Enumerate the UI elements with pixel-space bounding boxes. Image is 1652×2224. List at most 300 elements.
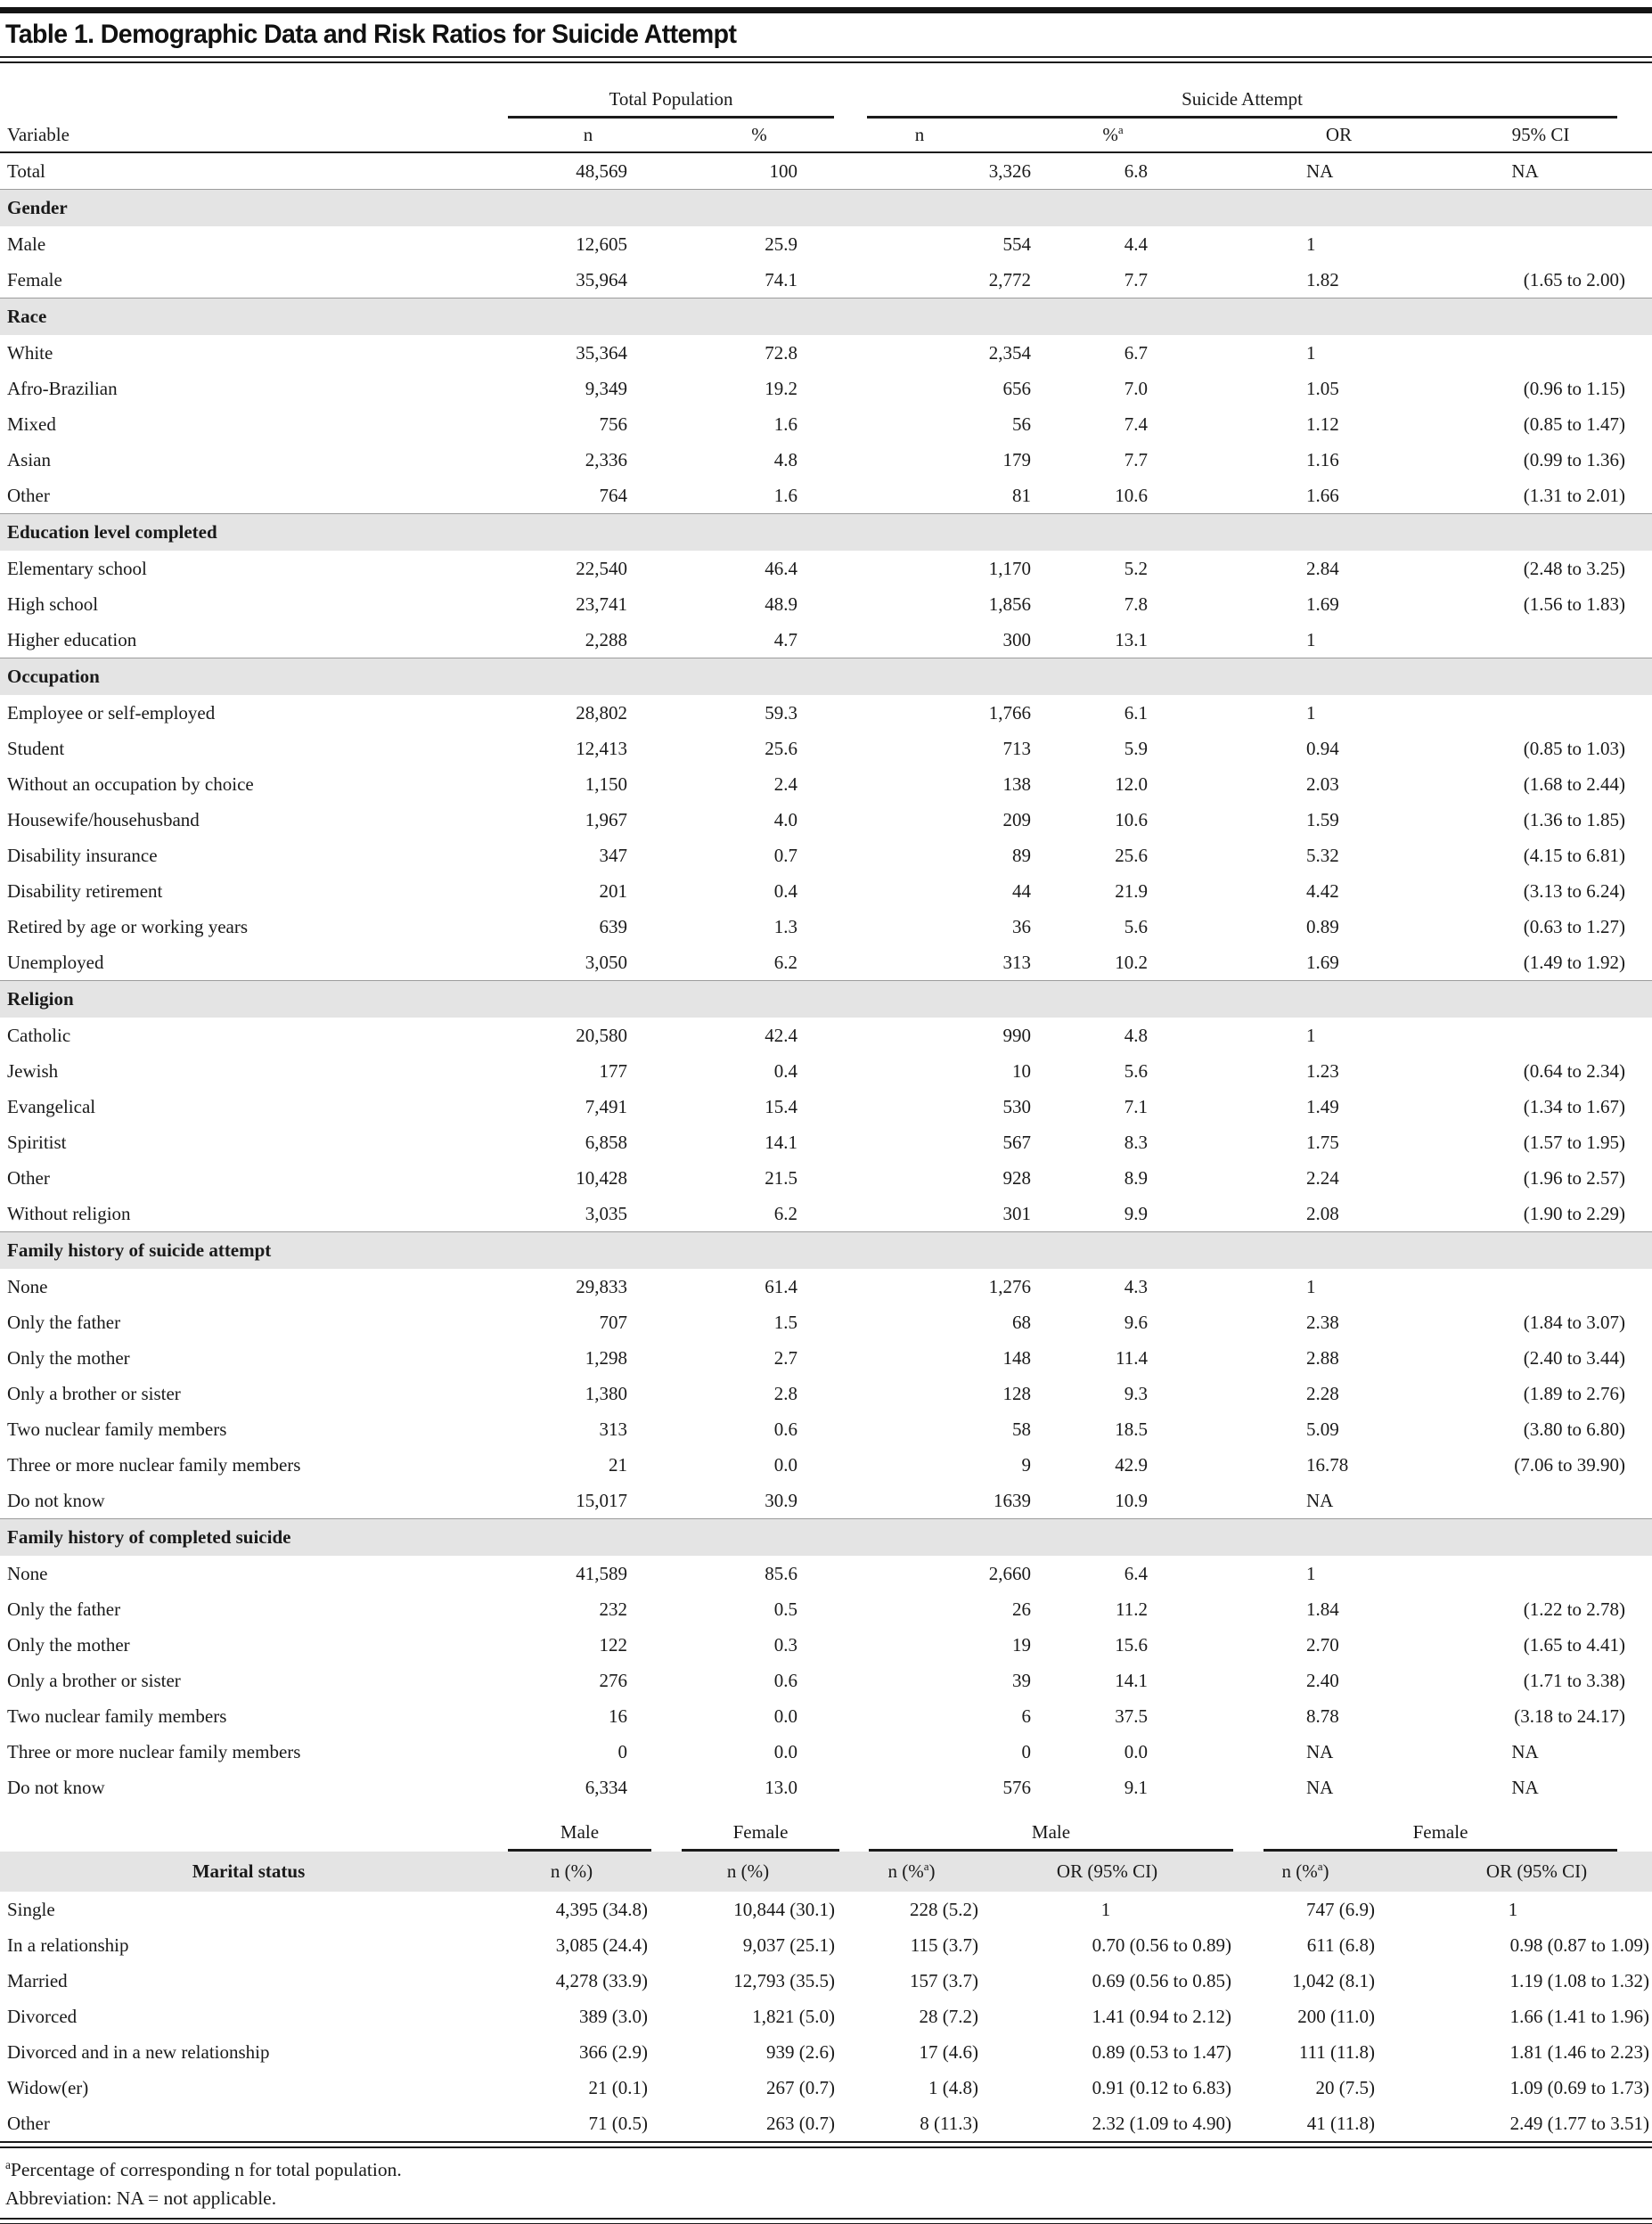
sex-group-header <box>1234 1805 1652 1852</box>
value-cell: 8 (11.3) <box>920 2112 978 2134</box>
value-cell: 58 <box>1012 1418 1032 1440</box>
value-cell: 13.0 <box>765 1776 798 1798</box>
table-row <box>0 2070 1652 2105</box>
sex-group-label: Male <box>869 1821 1233 1852</box>
variable-cell: Total <box>7 159 45 182</box>
variable-cell: Disability retirement <box>7 879 163 902</box>
variable-cell: Three or more nuclear family members <box>7 1453 301 1476</box>
variable-cell: In a relationship <box>7 1934 129 1956</box>
value-cell: (0.85 to 1.03) <box>1523 737 1626 759</box>
value-cell: 37.5 <box>1115 1705 1149 1727</box>
column-group-header <box>838 63 1652 119</box>
value-cell: 1.81 (1.46 to 2.23) <box>1509 2040 1649 2063</box>
value-cell: 28 (7.2) <box>919 2005 978 2027</box>
value-cell: 639 <box>599 915 627 937</box>
value-cell: 1.5 <box>773 1311 798 1333</box>
value-cell: 10.6 <box>1115 484 1149 506</box>
value-cell: 3,085 (24.4) <box>555 1934 648 1956</box>
variable-cell: Only the mother <box>7 1633 130 1656</box>
value-cell: 42.9 <box>1115 1453 1149 1476</box>
section-header-row <box>0 981 1652 1018</box>
spanner-spacer <box>0 63 490 119</box>
value-cell: 1.75 <box>1306 1131 1339 1153</box>
value-cell: 42.4 <box>765 1024 798 1046</box>
value-cell: 1.09 (0.69 to 1.73) <box>1509 2076 1649 2098</box>
value-cell: 201 <box>599 879 627 902</box>
value-cell: (1.34 to 1.67) <box>1523 1095 1626 1117</box>
value-cell: 39 <box>1012 1669 1032 1691</box>
value-cell: 1.12 <box>1306 413 1339 435</box>
value-cell: 1 <box>1306 341 1316 364</box>
value-cell: 554 <box>1002 233 1032 255</box>
value-cell: 14.1 <box>1115 1669 1149 1691</box>
column-header: n (%) <box>490 1852 653 1892</box>
column-group-label: Suicide Attempt <box>867 88 1617 119</box>
value-cell: 5.6 <box>1124 1059 1149 1082</box>
value-cell: NA <box>1511 159 1539 182</box>
value-cell: 713 <box>1002 737 1032 759</box>
table-row <box>0 944 1652 981</box>
value-cell: 2.88 <box>1306 1346 1339 1369</box>
table-row <box>0 1892 1652 1927</box>
value-cell: 2.24 <box>1306 1166 1339 1189</box>
section-header-label: Religion <box>0 981 1652 1018</box>
value-cell: 9,037 (25.1) <box>742 1934 835 1956</box>
table-row <box>0 1053 1652 1089</box>
value-cell: 81 <box>1012 484 1032 506</box>
value-cell: 200 (11.0) <box>1297 2005 1375 2027</box>
value-cell: 74.1 <box>765 268 798 290</box>
value-cell <box>1371 1556 1652 1591</box>
value-cell: 10 <box>1012 1059 1032 1082</box>
value-cell: 23,741 <box>576 593 627 615</box>
footnote: Abbreviation: NA = not applicable. <box>5 2187 277 2209</box>
value-cell: (3.80 to 6.80) <box>1523 1418 1626 1440</box>
value-cell: (1.56 to 1.83) <box>1523 593 1626 615</box>
value-cell: 13.1 <box>1115 628 1149 650</box>
variable-cell: Do not know <box>7 1489 105 1511</box>
value-cell: 19.2 <box>765 377 798 399</box>
value-cell: 35,364 <box>576 341 627 364</box>
value-cell: (0.63 to 1.27) <box>1523 915 1626 937</box>
variable-cell: Other <box>7 484 50 506</box>
value-cell: 1 <box>1306 628 1316 650</box>
variable-cell: Married <box>7 1969 68 1991</box>
value-cell: 1,821 (5.0) <box>752 2005 835 2027</box>
value-cell: 7.1 <box>1124 1095 1149 1117</box>
value-cell: 576 <box>1002 1776 1032 1798</box>
value-cell: (1.89 to 2.76) <box>1523 1382 1626 1404</box>
table-end-double-rule <box>0 2141 1652 2148</box>
value-cell: 8.9 <box>1124 1166 1149 1189</box>
table-row <box>0 1927 1652 1963</box>
value-cell: 19 <box>1012 1633 1032 1656</box>
value-cell: 611 (6.8) <box>1306 1934 1375 1956</box>
title-double-rule <box>0 56 1652 63</box>
sex-group-header <box>653 1805 843 1852</box>
table-row <box>0 873 1652 909</box>
value-cell: 990 <box>1002 1024 1032 1046</box>
value-cell: 5.09 <box>1306 1418 1339 1440</box>
demographics-table <box>0 63 1652 1805</box>
table-row <box>0 1663 1652 1698</box>
section-header-row <box>0 1232 1652 1270</box>
value-cell: 9.3 <box>1124 1382 1149 1404</box>
value-cell: 100 <box>769 159 798 182</box>
value-cell: 389 (3.0) <box>579 2005 648 2027</box>
value-cell: 6,858 <box>585 1131 627 1153</box>
sex-group-header <box>843 1805 1234 1852</box>
value-cell: 2.49 (1.77 to 3.51) <box>1509 2112 1649 2134</box>
value-cell: 5.9 <box>1124 737 1149 759</box>
value-cell: 1,967 <box>585 808 627 830</box>
value-cell: 6,334 <box>585 1776 627 1798</box>
value-cell <box>1371 1483 1652 1519</box>
column-header: OR (95% CI) <box>1377 1852 1652 1892</box>
section-header-label: Race <box>0 298 1652 336</box>
value-cell: 25.9 <box>765 233 798 255</box>
value-cell: 7.8 <box>1124 593 1149 615</box>
value-cell: 2.70 <box>1306 1633 1339 1656</box>
value-cell: 1,150 <box>585 773 627 795</box>
value-cell: 1.82 <box>1306 268 1339 290</box>
section-header-label: Gender <box>0 190 1652 227</box>
value-cell: 89 <box>1012 844 1032 866</box>
variable-cell: Mixed <box>7 413 56 435</box>
value-cell: 138 <box>1002 773 1032 795</box>
value-cell: 0.94 <box>1306 737 1339 759</box>
value-cell <box>1371 1269 1652 1304</box>
value-cell: 6.2 <box>773 951 798 973</box>
value-cell: 148 <box>1002 1346 1032 1369</box>
value-cell: 1.6 <box>773 484 798 506</box>
section-header-row <box>0 298 1652 336</box>
value-cell: 1.59 <box>1306 808 1339 830</box>
value-cell: 1,298 <box>585 1346 627 1369</box>
variable-cell: Single <box>7 1898 55 1920</box>
value-cell: 2.8 <box>773 1382 798 1404</box>
column-header: n <box>838 119 1034 152</box>
variable-cell: Elementary school <box>7 557 147 579</box>
value-cell: 0.89 (0.53 to 1.47) <box>1092 2040 1231 2063</box>
value-cell: 4,395 (34.8) <box>555 1898 648 1920</box>
demographics-table-head <box>0 63 1652 152</box>
value-cell: 3,035 <box>585 1202 627 1224</box>
variable-cell: Disability insurance <box>7 844 158 866</box>
value-cell <box>1371 1018 1652 1053</box>
value-cell: 21.9 <box>1115 879 1149 902</box>
value-cell: NA <box>1306 159 1334 182</box>
marital-table-body <box>0 1892 1652 2141</box>
value-cell: 56 <box>1012 413 1032 435</box>
variable-cell: Student <box>7 737 65 759</box>
value-cell: 0 <box>617 1740 627 1762</box>
variable-cell: Catholic <box>7 1024 71 1046</box>
value-cell: 232 <box>599 1598 627 1620</box>
value-cell: 366 (2.9) <box>579 2040 648 2063</box>
value-cell: 7.4 <box>1124 413 1149 435</box>
value-cell: 1.19 (1.08 to 1.32) <box>1509 1969 1649 1991</box>
value-cell: 9,349 <box>585 377 627 399</box>
table-row <box>0 586 1652 622</box>
value-cell: 12,605 <box>576 233 627 255</box>
value-cell: 9.9 <box>1124 1202 1149 1224</box>
value-cell: 530 <box>1002 1095 1032 1117</box>
value-cell: 0.0 <box>1124 1740 1149 1762</box>
table-row <box>0 1770 1652 1805</box>
value-cell: 0.0 <box>773 1453 798 1476</box>
value-cell <box>1371 335 1652 371</box>
variable-cell: Afro-Brazilian <box>7 377 118 399</box>
table-title: Table 1. Demographic Data and Risk Ratios for Suicide Attempt <box>5 20 737 49</box>
value-cell: 0.89 <box>1306 915 1339 937</box>
value-cell: 20,580 <box>576 1024 627 1046</box>
value-cell: 122 <box>599 1633 627 1656</box>
column-group-header-row <box>0 63 1652 119</box>
value-cell: 68 <box>1012 1311 1032 1333</box>
value-cell: 35,964 <box>576 268 627 290</box>
value-cell: 14.1 <box>765 1131 798 1153</box>
value-cell: 72.8 <box>765 341 798 364</box>
variable-cell: Only the father <box>7 1598 121 1620</box>
value-cell: 21.5 <box>765 1166 798 1189</box>
value-cell: 1 <box>1306 233 1316 255</box>
value-cell: 0.98 (0.87 to 1.09) <box>1509 1934 1649 1956</box>
table-row <box>0 1340 1652 1376</box>
section-header-label: Family history of completed suicide <box>0 1519 1652 1557</box>
value-cell: 2.03 <box>1306 773 1339 795</box>
value-cell: 36 <box>1012 915 1032 937</box>
value-cell: 2,660 <box>988 1562 1032 1584</box>
value-cell: 2.38 <box>1306 1311 1339 1333</box>
value-cell: (7.06 to 39.90) <box>1514 1453 1626 1476</box>
superscript-a: a <box>5 2157 11 2171</box>
variable-cell: High school <box>7 593 99 615</box>
value-cell: 1 (4.8) <box>928 2076 978 2098</box>
value-cell: 1 <box>1306 701 1316 724</box>
variable-cell: Widow(er) <box>7 2076 89 2098</box>
value-cell: 347 <box>599 844 627 866</box>
value-cell: (2.48 to 3.25) <box>1523 557 1626 579</box>
value-cell: (1.57 to 1.95) <box>1523 1131 1626 1153</box>
value-cell: 5.2 <box>1124 557 1149 579</box>
value-cell: 115 (3.7) <box>910 1934 978 1956</box>
value-cell: (1.90 to 2.29) <box>1523 1202 1626 1224</box>
value-cell: 1.69 <box>1306 593 1339 615</box>
section-header-row <box>0 190 1652 227</box>
value-cell: 2,336 <box>585 448 627 470</box>
value-cell: 1,856 <box>988 593 1032 615</box>
value-cell: 1.69 <box>1306 951 1339 973</box>
value-cell: 6.2 <box>773 1202 798 1224</box>
section-header-row <box>0 514 1652 552</box>
value-cell: (1.96 to 2.57) <box>1523 1166 1626 1189</box>
value-cell: NA <box>1306 1489 1334 1511</box>
table-row <box>0 766 1652 802</box>
column-header: n (%) <box>653 1852 843 1892</box>
value-cell: 21 <box>609 1453 627 1476</box>
table-row <box>0 909 1652 944</box>
bottom-double-rule <box>0 2218 1652 2224</box>
value-cell: 0.70 (0.56 to 0.89) <box>1092 1934 1231 1956</box>
variable-cell: Male <box>7 233 46 255</box>
value-cell: 15.4 <box>765 1095 798 1117</box>
value-cell: 313 <box>1002 951 1032 973</box>
value-cell: 61.4 <box>765 1275 798 1297</box>
value-cell: (0.96 to 1.15) <box>1523 377 1626 399</box>
value-cell: (0.64 to 2.34) <box>1523 1059 1626 1082</box>
value-cell: 25.6 <box>1115 844 1149 866</box>
value-cell: 111 (11.8) <box>1298 2040 1375 2063</box>
value-cell: 16 <box>609 1705 627 1727</box>
value-cell: 1 <box>1508 1898 1518 1920</box>
value-cell: 3,050 <box>585 951 627 973</box>
value-cell: 0 <box>1021 1740 1032 1762</box>
variable-cell: Only a brother or sister <box>7 1669 181 1691</box>
value-cell: 0.69 (0.56 to 0.85) <box>1092 1969 1231 1991</box>
value-cell: 8.3 <box>1124 1131 1149 1153</box>
value-cell: 9.1 <box>1124 1776 1149 1798</box>
value-cell: 44 <box>1012 879 1032 902</box>
value-cell: 1,170 <box>988 557 1032 579</box>
value-cell: 1.23 <box>1306 1059 1339 1082</box>
variable-cell: Without an occupation by choice <box>7 773 254 795</box>
value-cell: 2.7 <box>773 1346 798 1369</box>
column-header: n <box>490 119 645 152</box>
value-cell: 567 <box>1002 1131 1032 1153</box>
variable-cell: Divorced and in a new relationship <box>7 2040 270 2063</box>
value-cell: 9.6 <box>1124 1311 1149 1333</box>
value-cell: 1,042 (8.1) <box>1292 1969 1375 1991</box>
variable-cell: White <box>7 341 53 364</box>
value-cell: 4.42 <box>1306 879 1339 902</box>
value-cell: 0.5 <box>773 1598 798 1620</box>
variable-cell: Two nuclear family members <box>7 1705 227 1727</box>
value-cell: 1 <box>1100 1898 1111 1920</box>
value-cell: (1.49 to 1.92) <box>1523 951 1626 973</box>
table-row <box>0 551 1652 586</box>
value-cell: (1.65 to 2.00) <box>1523 268 1626 290</box>
value-cell: 30.9 <box>765 1489 798 1511</box>
value-cell: 9 <box>1021 1453 1032 1476</box>
value-cell: 11.4 <box>1116 1346 1149 1369</box>
value-cell: 1.41 (0.94 to 2.12) <box>1092 2005 1231 2027</box>
variable-cell: Only a brother or sister <box>7 1382 181 1404</box>
value-cell: 1.05 <box>1306 377 1339 399</box>
value-cell: 276 <box>599 1669 627 1691</box>
table-row <box>0 838 1652 873</box>
value-cell: 6.1 <box>1124 701 1149 724</box>
value-cell: 1 <box>1306 1275 1316 1297</box>
value-cell <box>1371 226 1652 262</box>
table-row <box>0 478 1652 514</box>
value-cell: 0.4 <box>773 1059 798 1082</box>
value-cell: 228 (5.2) <box>910 1898 978 1920</box>
value-cell: 7.7 <box>1124 448 1149 470</box>
variable-cell: Unemployed <box>7 951 104 973</box>
table-row <box>0 1269 1652 1304</box>
column-header: %$^a$ <box>1034 119 1150 152</box>
value-cell: 756 <box>599 413 627 435</box>
value-cell: 1.49 <box>1306 1095 1339 1117</box>
table-row <box>0 695 1652 731</box>
footnote: $^a$Percentage of corresponding n for total population. <box>5 2157 402 2180</box>
value-cell: NA <box>1306 1776 1334 1798</box>
value-cell: 2.08 <box>1306 1202 1339 1224</box>
value-cell: 22,540 <box>576 557 627 579</box>
value-cell: (0.85 to 1.47) <box>1523 413 1626 435</box>
value-cell: 71 (0.5) <box>588 2112 648 2134</box>
value-cell: 300 <box>1002 628 1032 650</box>
value-cell: 3,326 <box>988 159 1032 182</box>
value-cell: 46.4 <box>765 557 798 579</box>
value-cell: 1,276 <box>988 1275 1032 1297</box>
variable-cell: Other <box>7 2112 50 2134</box>
variable-cell: Three or more nuclear family members <box>7 1740 301 1762</box>
value-cell: 0.91 (0.12 to 6.83) <box>1092 2076 1231 2098</box>
variable-cell: Divorced <box>7 2005 78 2027</box>
table-row <box>0 152 1652 190</box>
value-cell: 12,413 <box>576 737 627 759</box>
value-cell: 41 (11.8) <box>1306 2112 1375 2134</box>
value-cell: 656 <box>1002 377 1032 399</box>
superscript-a: a <box>923 1860 929 1873</box>
value-cell: (1.65 to 4.41) <box>1523 1633 1626 1656</box>
column-header: n (%$^a$) <box>1234 1852 1377 1892</box>
value-cell: 1 <box>1306 1024 1316 1046</box>
variable-cell: Only the father <box>7 1311 121 1333</box>
value-cell: 1.84 <box>1306 1598 1339 1620</box>
value-cell: 26 <box>1012 1598 1032 1620</box>
value-cell: 128 <box>1002 1382 1032 1404</box>
table-row <box>0 1018 1652 1053</box>
variable-cell: Retired by age or working years <box>7 915 248 937</box>
value-cell: 15,017 <box>576 1489 627 1511</box>
value-cell: 313 <box>599 1418 627 1440</box>
table-row <box>0 2105 1652 2141</box>
value-cell: (1.31 to 2.01) <box>1523 484 1626 506</box>
column-group-header <box>490 63 838 119</box>
value-cell: 4.3 <box>1124 1275 1149 1297</box>
value-cell: 2,772 <box>988 268 1032 290</box>
value-cell: 0.6 <box>773 1669 798 1691</box>
column-group-label: Total Population <box>508 88 834 119</box>
value-cell: 7,491 <box>585 1095 627 1117</box>
value-cell: 1 <box>1306 1562 1316 1584</box>
value-cell: (2.40 to 3.44) <box>1523 1346 1626 1369</box>
value-cell: 6.8 <box>1124 159 1149 182</box>
column-header: % <box>645 119 838 152</box>
variable-cell: Only the mother <box>7 1346 130 1369</box>
value-cell: 1.16 <box>1306 448 1339 470</box>
value-cell: (0.99 to 1.36) <box>1523 448 1626 470</box>
value-cell: 20 (7.5) <box>1315 2076 1375 2098</box>
variable-cell: Two nuclear family members <box>7 1418 227 1440</box>
value-cell <box>1371 695 1652 731</box>
table-row <box>0 406 1652 442</box>
table-row <box>0 1591 1652 1627</box>
table-row <box>0 1556 1652 1591</box>
value-cell: 12,793 (35.5) <box>733 1969 835 1991</box>
variable-cell: Asian <box>7 448 51 470</box>
table-row <box>0 335 1652 371</box>
value-cell: 4.8 <box>773 448 798 470</box>
value-cell: 1,766 <box>988 701 1032 724</box>
value-cell: (3.18 to 24.17) <box>1514 1705 1626 1727</box>
value-cell: 2.40 <box>1306 1669 1339 1691</box>
table-row <box>0 1376 1652 1411</box>
value-cell: 6 <box>1021 1705 1032 1727</box>
